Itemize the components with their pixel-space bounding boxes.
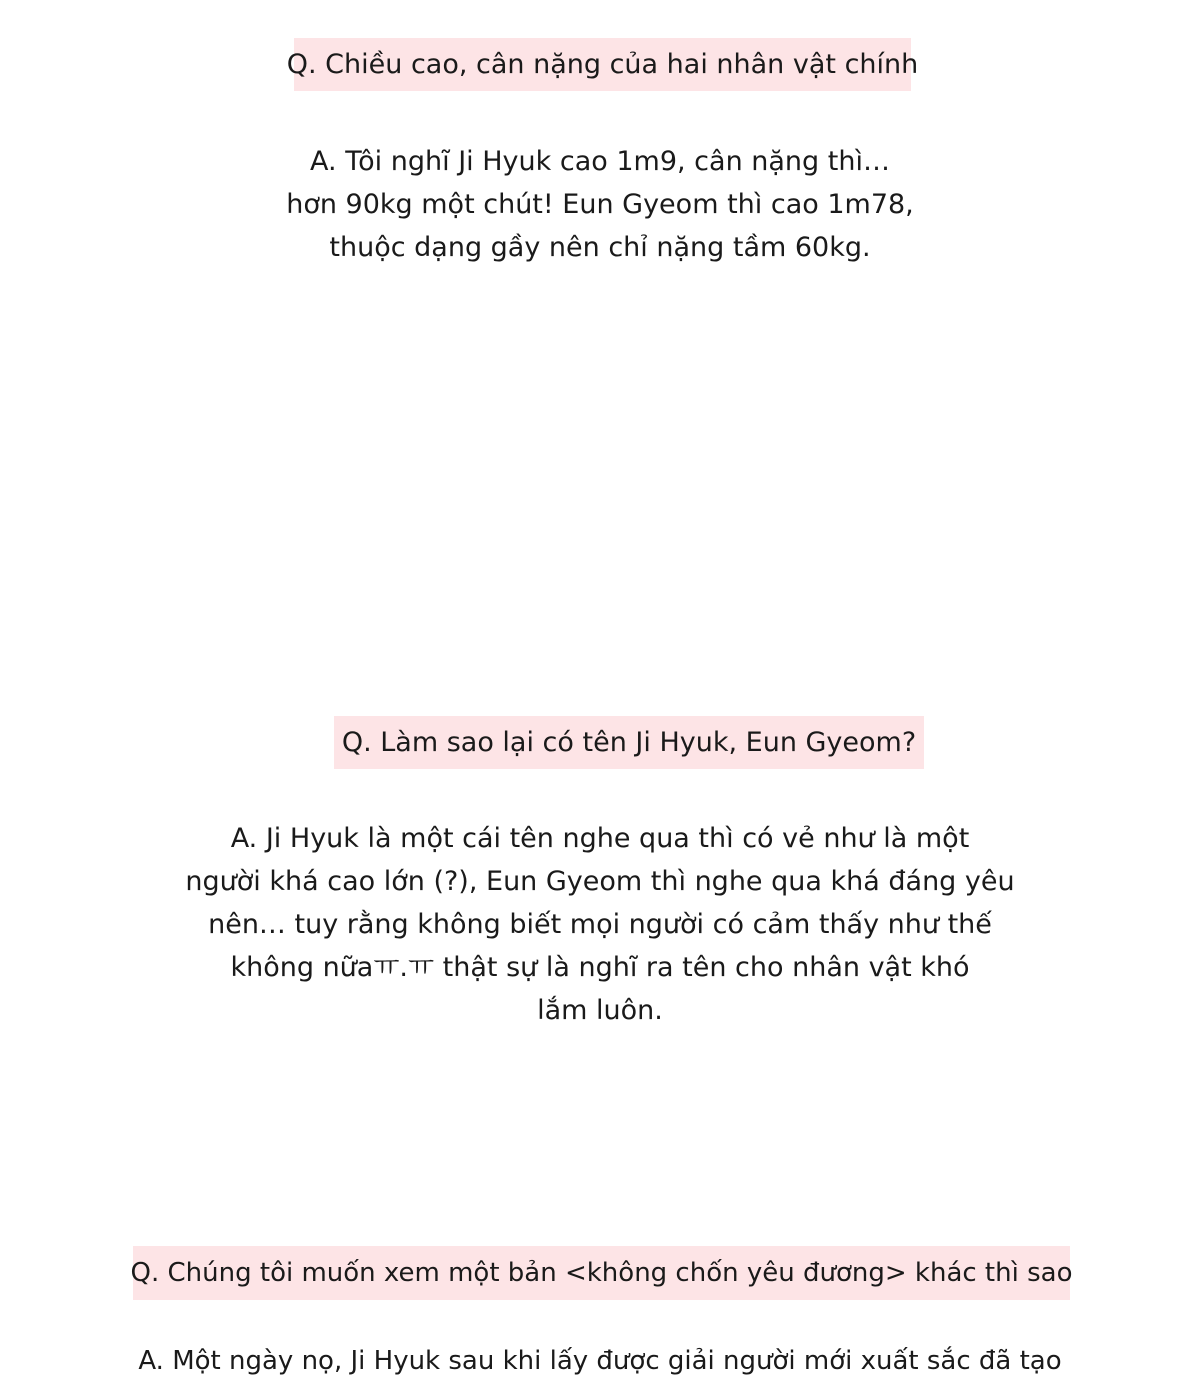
answer-3 [0, 1340, 1200, 1383]
answer-1 [0, 140, 1200, 269]
question-3-text: Q. Chúng tôi muốn xem một bản <không chốn yêu đương> khác thì sao [130, 1258, 1073, 1288]
answer-2 [0, 817, 1200, 1032]
answer-1-line: hơn 90kg một chút! Eun Gyeom thì cao 1m78, [286, 189, 914, 220]
answer-2-line: A. Ji Hyuk là một cái tên nghe qua thì có vẻ như là một [230, 823, 970, 854]
question-2-text: Q. Làm sao lại có tên Ji Hyuk, Eun Gyeom? [341, 727, 917, 758]
answer-1-line: A. Tôi nghĩ Ji Hyuk cao 1m9, cân nặng thì… [310, 146, 890, 177]
question-3 [130, 1246, 1073, 1300]
answer-2-line: người khá cao lớn (?), Eun Gyeom thì nghe qua khá đáng yêu [185, 866, 1015, 897]
answer-3-line: A. Một ngày nọ, Ji Hyuk sau khi lấy được giải người mới xuất sắc đã tạo [138, 1346, 1062, 1376]
answer-2-line: lắm luôn. [537, 995, 663, 1026]
answer-2-line: không nữaㅠ.ㅠ thật sự là nghĩ ra tên cho nhân vật khó [230, 952, 970, 983]
question-2 [334, 716, 924, 769]
question-1 [286, 38, 919, 91]
answer-1-line: thuộc dạng gầy nên chỉ nặng tầm 60kg. [329, 232, 871, 263]
answer-2-line: nên… tuy rằng không biết mọi người có cảm thấy như thế [208, 909, 992, 940]
question-1-text: Q. Chiều cao, cân nặng của hai nhân vật chính [286, 49, 919, 80]
